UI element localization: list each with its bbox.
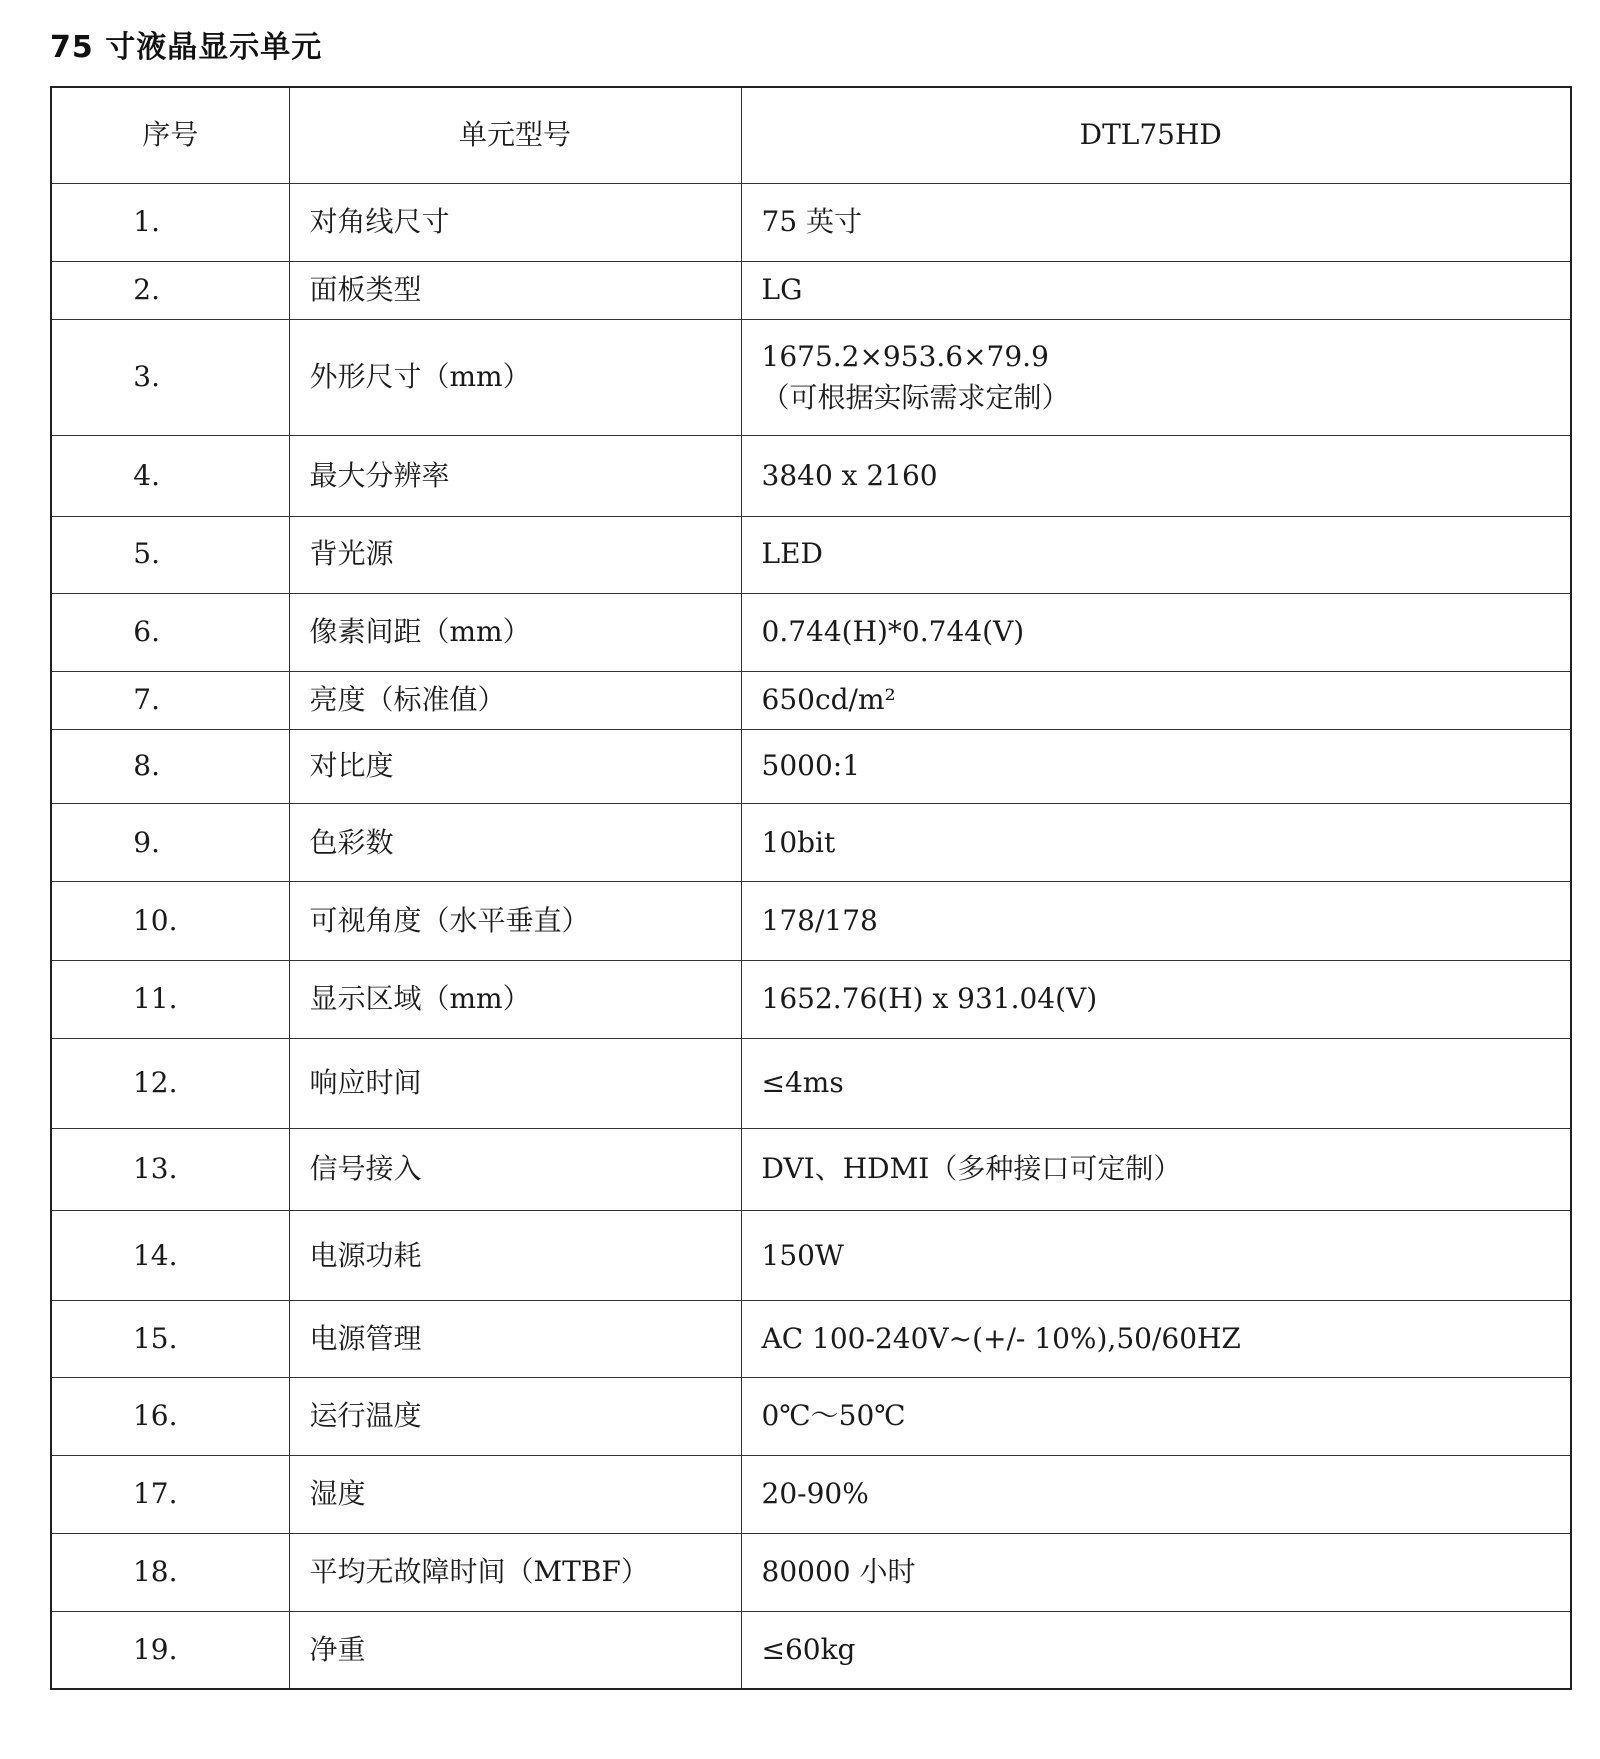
row-item: 净重 <box>289 1612 741 1689</box>
row-value-line1: 1675.2×953.6×79.9 <box>761 340 1049 374</box>
row-no: 19. <box>132 1632 178 1666</box>
header-no: 序号 <box>51 87 289 183</box>
row-item: 对角线尺寸 <box>289 183 741 261</box>
row-value: 20-90% <box>741 1455 1571 1533</box>
row-no: 7. <box>133 683 160 717</box>
row-no: 3. <box>133 360 160 394</box>
row-value: 178/178 <box>741 882 1571 960</box>
row-item: 响应时间 <box>289 1038 741 1128</box>
page-title: 75 寸液晶显示单元 <box>50 30 323 65</box>
header-model: DTL75HD <box>741 87 1571 183</box>
row-no: 14. <box>132 1238 178 1272</box>
row-value: 0℃～50℃ <box>741 1377 1571 1455</box>
row-no: 6. <box>133 615 160 649</box>
row-value: DVI、HDMI（多种接口可定制） <box>741 1129 1571 1211</box>
row-no: 13. <box>132 1152 178 1186</box>
row-value: 3840 x 2160 <box>741 436 1571 516</box>
row-no: 15. <box>132 1321 178 1355</box>
row-item: 背光源 <box>289 516 741 593</box>
row-no: 9. <box>133 825 160 859</box>
table-row <box>51 320 1571 436</box>
row-value: 80000 小时 <box>741 1533 1571 1611</box>
row-no: 11. <box>132 981 178 1015</box>
row-item: 信号接入 <box>289 1129 741 1211</box>
row-item: 电源功耗 <box>289 1211 741 1301</box>
row-value: LED <box>741 516 1571 593</box>
row-no: 2. <box>133 273 160 307</box>
row-no: 5. <box>133 537 160 571</box>
row-value: 0.744(H)*0.744(V) <box>741 593 1571 671</box>
table-row <box>51 261 1571 319</box>
row-value: 10bit <box>741 804 1571 882</box>
table-row <box>51 960 1571 1038</box>
table-row <box>51 436 1571 516</box>
table-row <box>51 1455 1571 1533</box>
row-no: 1. <box>133 205 160 239</box>
row-item: 湿度 <box>289 1455 741 1533</box>
row-value: AC 100-240V~(+/- 10%),50/60HZ <box>741 1301 1571 1377</box>
row-no: 18. <box>132 1555 178 1589</box>
table-row <box>51 1129 1571 1211</box>
table-row <box>51 1301 1571 1377</box>
table-row <box>51 1533 1571 1611</box>
table-row <box>51 1612 1571 1689</box>
table-row <box>51 730 1571 804</box>
row-item: 色彩数 <box>289 804 741 882</box>
row-no: 12. <box>132 1066 178 1100</box>
table-row <box>51 593 1571 671</box>
row-item: 可视角度（水平垂直） <box>289 882 741 960</box>
header-item: 单元型号 <box>289 87 741 183</box>
row-no: 17. <box>132 1477 178 1511</box>
row-value: 1652.76(H) x 931.04(V) <box>741 960 1571 1038</box>
spec-table <box>50 86 1572 1690</box>
row-item: 最大分辨率 <box>289 436 741 516</box>
row-value-line2: （可根据实际需求定制） <box>761 380 1070 414</box>
row-value: 5000:1 <box>741 730 1571 804</box>
row-item: 面板类型 <box>289 261 741 319</box>
table-row <box>51 1377 1571 1455</box>
row-item: 对比度 <box>289 730 741 804</box>
table-row <box>51 804 1571 882</box>
row-item: 运行温度 <box>289 1377 741 1455</box>
row-value: 75 英寸 <box>741 183 1571 261</box>
row-value: ≤4ms <box>741 1038 1571 1128</box>
row-no: 10. <box>132 903 178 937</box>
table-row <box>51 516 1571 593</box>
row-value: LG <box>741 261 1571 319</box>
table-header-row <box>51 87 1571 183</box>
row-no: 4. <box>133 458 160 492</box>
row-value: ≤60kg <box>741 1612 1571 1689</box>
table-row <box>51 671 1571 729</box>
row-no: 16. <box>132 1398 178 1432</box>
row-item: 电源管理 <box>289 1301 741 1377</box>
row-item: 外形尺寸（mm） <box>289 320 741 436</box>
row-item: 平均无故障时间（MTBF） <box>289 1533 741 1611</box>
row-item: 像素间距（mm） <box>289 593 741 671</box>
row-value: 150W <box>741 1211 1571 1301</box>
row-value <box>741 320 1571 436</box>
row-item: 亮度（标准值） <box>289 671 741 729</box>
table-row <box>51 882 1571 960</box>
table-row <box>51 1211 1571 1301</box>
row-value: 650cd/m² <box>741 671 1571 729</box>
table-row <box>51 1038 1571 1128</box>
row-item: 显示区域（mm） <box>289 960 741 1038</box>
table-row <box>51 183 1571 261</box>
row-no: 8. <box>133 749 160 783</box>
